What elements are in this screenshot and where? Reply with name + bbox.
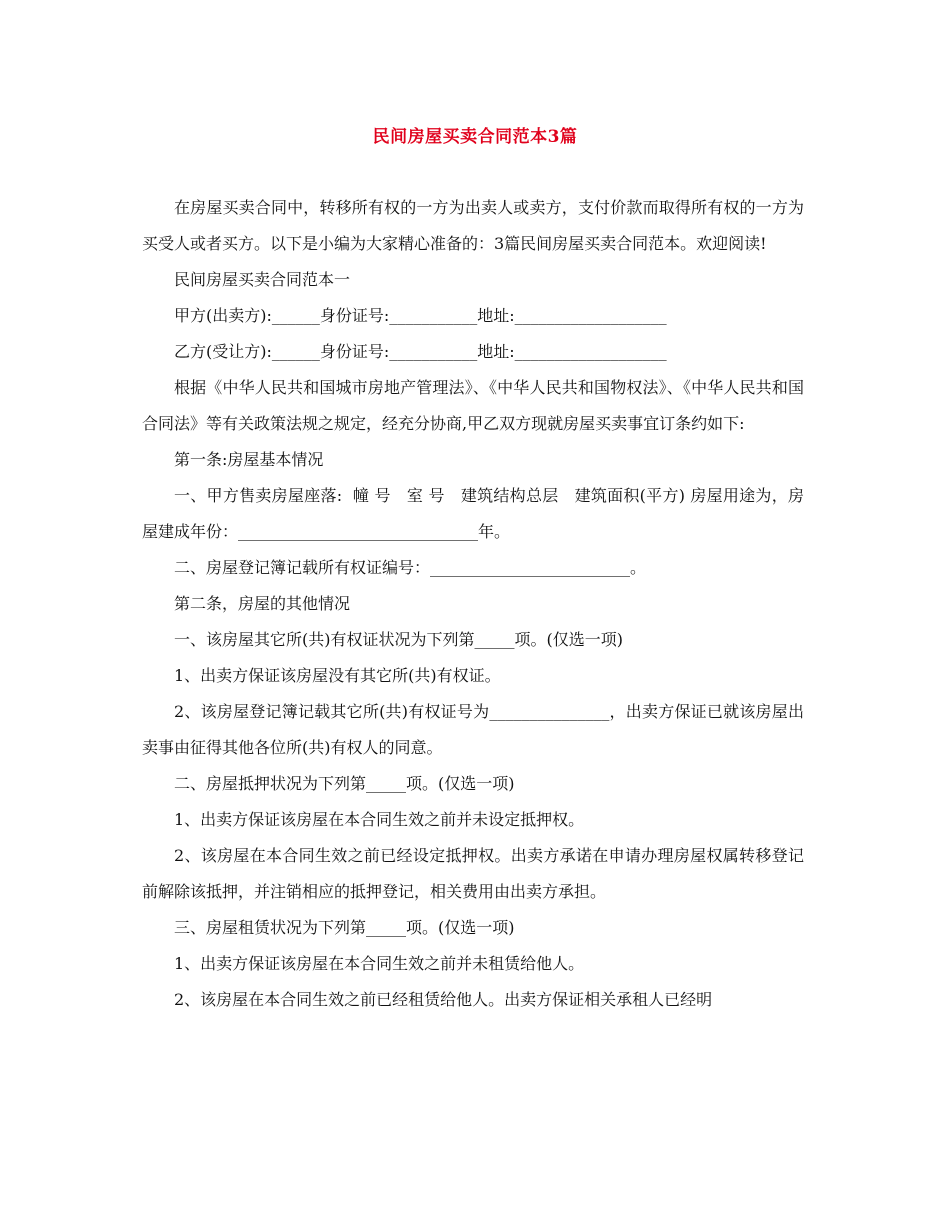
article-1-item-2: 二、房屋登记簿记载所有权证编号：_________________________。: [174, 558, 647, 577]
document-body: [142, 190, 804, 1018]
article-1-item-1: 一、甲方售卖房屋座落: 幢 号 室 号 建筑结构总层 建筑面积(平方) 房屋用途为，房屋建成年份：______________________________年。: [142, 486, 804, 541]
party-b-line: 乙方(受让方):______身份证号:___________地址:___________________: [174, 342, 667, 361]
article-2-section-2-option-1: 1、出卖方保证该房屋在本合同生效之前并未设定抵押权。: [174, 810, 585, 829]
intro-paragraph: 在房屋买卖合同中，转移所有权的一方为出卖人或卖方，支付价款而取得所有权的一方为买受人或者买方。以下是小编为大家精心准备的：3篇民间房屋买卖合同范本。欢迎阅读!: [142, 198, 804, 253]
party-a-line: 甲方(出卖方):______身份证号:___________地址:___________________: [174, 306, 667, 325]
article-2-section-1: 一、该房屋其它所(共)有权证状况为下列第_____项。(仅选一项): [174, 630, 623, 649]
article-2-heading: 第二条，房屋的其他情况: [174, 594, 351, 613]
legal-basis-paragraph: 根据《中华人民共和国城市房地产管理法》、《中华人民共和国物权法》、《中华人民共和国合同法》等有关政策法规之规定，经充分协商,甲乙双方现就房屋买卖事宜订条约如下:: [142, 378, 804, 433]
document-title: 民间房屋买卖合同范本3篇: [372, 127, 578, 147]
article-2-section-1-option-1: 1、出卖方保证该房屋没有其它所(共)有权证。: [174, 666, 501, 685]
article-2-section-1-option-2: 2、该房屋登记簿记载其它所(共)有权证号为_______________，出卖方保证已就该房屋出卖事由征得其他各位所(共)有权人的同意。: [142, 702, 804, 757]
contract-heading: 民间房屋买卖合同范本一: [174, 270, 351, 289]
article-2-section-2-option-2: 2、该房屋在本合同生效之前已经设定抵押权。出卖方承诺在申请办理房屋权属转移登记前解除该抵押，并注销相应的抵押登记，相关费用由出卖方承担。: [142, 846, 804, 901]
article-2-section-3-option-1: 1、出卖方保证该房屋在本合同生效之前并未租赁给他人。: [174, 954, 585, 973]
article-2-section-3: 三、房屋租赁状况为下列第_____项。(仅选一项): [174, 918, 515, 937]
article-2-section-3-option-2: 2、该房屋在本合同生效之前已经租赁给他人。出卖方保证相关承租人已经明: [174, 990, 713, 1009]
article-1-heading: 第一条:房屋基本情况: [174, 450, 324, 469]
article-2-section-2: 二、房屋抵押状况为下列第_____项。(仅选一项): [174, 774, 515, 793]
